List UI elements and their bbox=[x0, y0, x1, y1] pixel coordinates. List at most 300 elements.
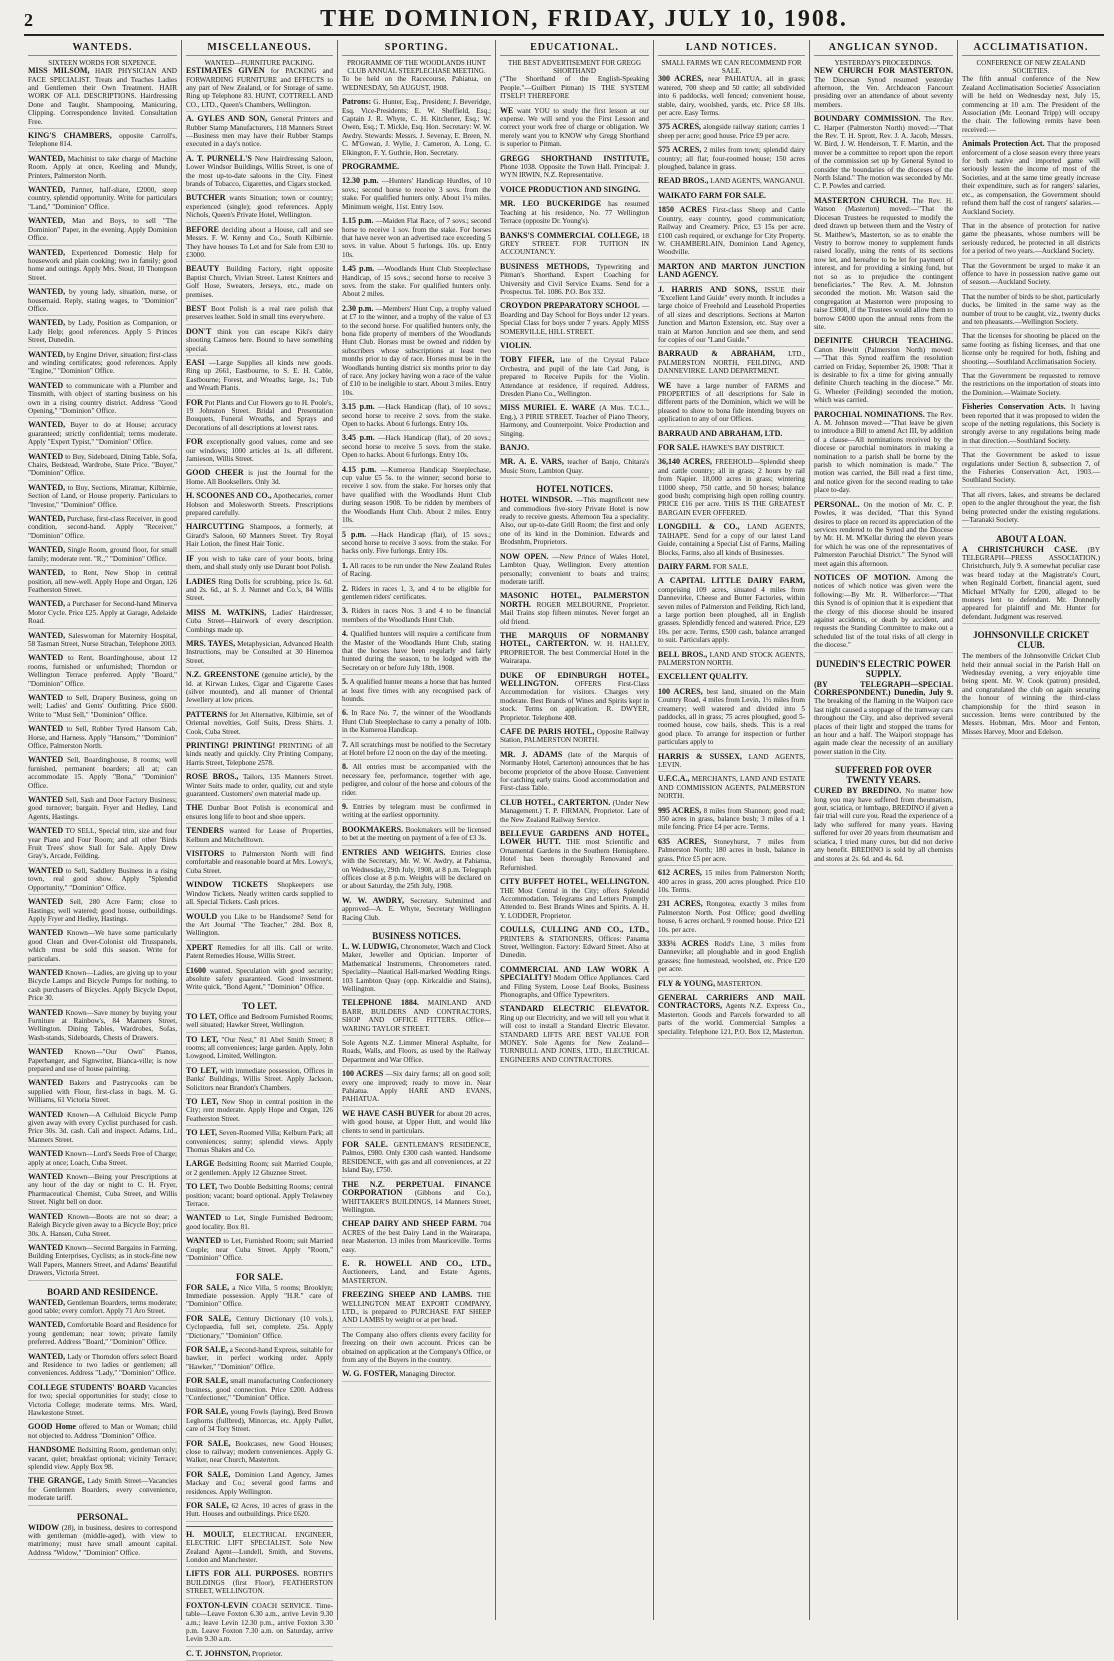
ad-lead: WANTED bbox=[28, 1242, 64, 1252]
column-intro: YESTERDAY'S PROCEEDINGS. bbox=[834, 59, 933, 67]
ad-lead: 575 ACRES, bbox=[658, 145, 702, 155]
ad-lead: WANTED bbox=[28, 897, 64, 907]
classified-ad bbox=[658, 123, 805, 143]
ad-lead: BEST bbox=[186, 303, 207, 313]
ad-text: Known—Boots are not so dear; a Raleigh Bicycle given away to a Bicycle Boy; price 30s. A. Hansen, Cuba Street. bbox=[28, 1212, 178, 1238]
ad-text: General Printers and Rubber Stamp Manufacturers, 118 Manners Street—Business men may have their Rubber Stamps executed in a day's notice. bbox=[186, 115, 334, 149]
ad-text: comprising 109 acres, situated 4 miles from Dannevirke, Cheese and Butter Factories, within seven miles of Palmerston and Feilding. Rich land, a large portion been ploughed, all in English grasses. Splendidly fenced and watered. Price, £29 10s. per acre. Terms, £500 cash, balance arranged to suit. Particulars apply. bbox=[658, 585, 805, 645]
ad-lead: DAIRY FARM. bbox=[658, 561, 712, 571]
ad-lead: WANTED, bbox=[28, 349, 66, 359]
ad-lead: WANTED, bbox=[28, 247, 66, 257]
ad-lead: A CHRISTCHURCH CASE. bbox=[962, 544, 1078, 554]
classified-ad bbox=[658, 458, 805, 520]
ad-lead: A. T. PURNELL'S bbox=[186, 153, 252, 163]
ad-text: a Second-hand Express, suitable for hawker, in perfect working order. Apply "Hawker," "Dominion" Office. bbox=[186, 1345, 333, 1371]
ad-text: to Sell, Saddlery Business in a rising town, real good show. Apply "Splendid Opportunity," "Dominion" Office. bbox=[28, 866, 177, 892]
classified-ad bbox=[500, 200, 649, 228]
ad-text: MAINLAND AND BARR, BUILDERS AND CONTRACTORS, SHOP AND OFFICE FITTERS. Office—WARING TAYLOR STREET. bbox=[342, 999, 491, 1033]
divider bbox=[186, 1526, 333, 1527]
ad-lead: COMMERCIAL AND LAW WORK A SPECIALITY! bbox=[500, 964, 649, 983]
ad-text: a Nice Villa, 5 rooms; Brooklyn; Immediate possession. Apply "H.R." care of "Dominion" Office. bbox=[186, 1283, 333, 1309]
ad-text: alongside railway station; carries 1 sheep per acre; good house. Price £9 per acre. bbox=[658, 123, 805, 140]
ad-text: —New Prince of Wales Hotel, Lambton Quay, Wellington. Every attention personally; convenient to boats and trains; moderate tariff. bbox=[500, 552, 650, 586]
ad-text: Bedsitting Room; suit Married Couple, or 2 gentlemen. Apply 12 Ghuznee Street. bbox=[186, 1160, 333, 1177]
column-intro: PROGRAMME OF THE WOODLANDS HUNT CLUB ANNUAL STEEPLECHASE MEETING. bbox=[347, 59, 486, 76]
ad-lead: 1. bbox=[342, 560, 348, 570]
ad-lead: FOR SALE, bbox=[186, 1438, 231, 1448]
ad-lead: A CAPITAL LITTLE DAIRY FARM, bbox=[658, 576, 805, 586]
ad-text: Auctioneers, Land, and Estate Agents, MASTERTON. bbox=[342, 1268, 491, 1285]
ad-text: to Buy, Sideboard, Dining Table, Sofa, Chairs, Bedstead, Wardrobe, State Price. "Buyer," "Dominion" Office. bbox=[28, 452, 178, 478]
classified-ad bbox=[186, 827, 333, 847]
ad-text: —Hack Handicap (flat), of 10 sovs.; second horse to receive 2 sovs. from the stake. Open to hacks. About 6 furlongs. Entry 10s. bbox=[342, 403, 492, 429]
ad-text: for Jet Alternative, Kilbirnie, set of Oriental novelties, Golf Suits, Dress Shirts. J. Cook, Cuba Street. bbox=[186, 710, 333, 736]
classified-ad bbox=[342, 1070, 491, 1107]
column-intro: CONFERENCE OF NEW ZEALAND SOCIETIES. bbox=[976, 59, 1086, 76]
section-heading: FOR SALE. bbox=[235, 1271, 283, 1282]
ad-text: Known—Save money by buying your Furniture at Rainbow's, 84 Manners Street, Wellington. Dining Tables, Wardrobes, Sofas, Wash-stands, Sideboards, Chests of Drawers. bbox=[28, 1008, 178, 1042]
classified-ad bbox=[658, 980, 805, 991]
ad-lead: MISS M. WATKINS, bbox=[186, 607, 267, 617]
classified-ad bbox=[342, 1291, 491, 1328]
ad-lead: TO LET, bbox=[186, 1011, 217, 1021]
classified-ad bbox=[658, 940, 805, 977]
ad-lead: 375 ACRES, bbox=[658, 122, 702, 132]
ad-lead: 3. bbox=[342, 606, 348, 616]
classified-ad bbox=[962, 451, 1100, 488]
classified-ad bbox=[500, 553, 649, 590]
ad-text: All races to be run under the New Zealand Rules of Racing. bbox=[342, 561, 491, 579]
ad-text: to communicate with a Plumber and Tinsmith, with object of starting business on his own in a rising country district. Address "Good Opening," "Dominion" Office. bbox=[28, 381, 178, 416]
ad-lead: MARTON AND MARTON JUNCTION LAND AGENCY. bbox=[658, 261, 805, 280]
ad-list bbox=[962, 75, 1100, 527]
section-heading: BUSINESS NOTICES. bbox=[372, 930, 461, 941]
ad-list bbox=[500, 75, 649, 478]
ad-text: Phone 1038. Opposite the Town Hall. Principal: J. WYN IRWIN, N.Z. Representative. bbox=[500, 163, 649, 180]
classified-ad bbox=[28, 1009, 177, 1046]
classified-ad bbox=[186, 1602, 333, 1647]
ad-lead: NEW CHURCH FOR MASTERTON. bbox=[814, 66, 953, 76]
columns-container bbox=[24, 40, 1104, 1658]
ad-lead: FOR bbox=[186, 397, 203, 407]
classified-ad bbox=[658, 994, 805, 1039]
ad-text: Building Factory, right opposite Baptist Church, Vivian Street. Latest Knitters and Golf Hose, Sweaters, Jerseys, etc., made on premises. bbox=[186, 265, 333, 299]
ad-lead: VOICE PRODUCTION AND SINGING. bbox=[500, 184, 641, 194]
classified-ad bbox=[658, 177, 805, 188]
classified-ad bbox=[500, 302, 649, 339]
ad-lead: HAIRCUTTING bbox=[186, 522, 245, 532]
ad-lead: WANTED, bbox=[28, 568, 66, 578]
classified-ad bbox=[814, 115, 953, 194]
classified-ad bbox=[28, 1173, 177, 1210]
ad-lead: A. GYLES AND SON, bbox=[186, 114, 268, 124]
ad-text: Chronometer, Watch and Clock Maker, Jeweller and Optician. Importer of Mathematical Instruments, Chronometers rated. Speciality—Nautical Hall-marked Wedding Rings. 103 Lambton Quay (opp. Kirkcaldie and Stains), Wellington. bbox=[342, 942, 491, 993]
classified-ad bbox=[186, 1408, 333, 1436]
classified-ad bbox=[962, 491, 1100, 528]
ad-lead: MISS MILSOM, bbox=[28, 66, 90, 76]
ad-text: On the motion of Mr. C. P. Powles, it was decided, "That this Synod desires to place on record its appreciation of the services rendered to the Synod and the Diocese by Mr. H. M. M'Kellar during the eleven years for which he was one of the representatives of Palmerston Parochial District." The Synod will meet again this afternoon. bbox=[814, 500, 953, 568]
ad-text: young Fowls (laying), Bred Brown Leghorns (fullbred), Minorcas, etc. Apply Pullet, care of 34 Tory Street. bbox=[186, 1408, 333, 1434]
ad-lead: LADIES bbox=[186, 576, 216, 586]
ad-text: That the Government be asked to issue regulations under Section 8, subsection 7, of the Fisheries Conservation Act, 1903.—Southland Society. bbox=[962, 451, 1100, 485]
classified-ad bbox=[28, 756, 177, 793]
ad-text: The Rev. C. Harper (Palmerston North) moved:—"That the Rev. T. H. Sprott, Rev. J. A. Jacob, Messrs. W. Bird, J. W. Henderson, T. F. Martin, and the mover be a committee to report upon the report of the commission set up by General Synod to consider the boundaries of the dioceses of the North Island." The motion was seconded by Mr. C. P. Powles and carried. bbox=[814, 115, 954, 191]
classified-ad bbox=[500, 107, 649, 152]
ad-lead: Animals Protection Act. bbox=[962, 139, 1045, 149]
ad-text: ELECTRICAL ENGINEER, ELECTRIC LIFT SPECIALIST. Sole New Zealand Agent—Lundell, Smith, and Stevens, London and Manchester. bbox=[186, 1530, 333, 1565]
section-heading: JOHNSONVILLE CRICKET CLUB. bbox=[973, 630, 1089, 651]
classified-ad bbox=[342, 1260, 491, 1288]
classified-ad bbox=[342, 826, 491, 846]
ad-lead: WANTED bbox=[28, 795, 64, 805]
classified-ad bbox=[658, 563, 805, 574]
column-educational bbox=[496, 40, 654, 1620]
ad-text: First-class Sheep and Cattle Country, easy country, good communication; Railway and Creamery. Price, £3 15s per acre. £100 cash required, or exchange for City Property. W. CHAMBERLAIN, Dominion Land Agency, Woodville. bbox=[658, 206, 805, 257]
ad-text: The Rev. A. M. Johnson moved:—"That leave be given to introduce a Bill to amend Act III, by addition of a clause—All nominations received by the diocese or parochial nominators in making a nomination to a parish shall be borne by the parish to which nomination is made." The motion was carried, the Bill read a first time, and notice given for the second reading to take place to-day. bbox=[814, 410, 953, 495]
classified-ad bbox=[28, 600, 177, 628]
ad-text: Single Room, ground floor, for small family; moderate rent. "R.," "Dominion" Office. bbox=[28, 546, 177, 563]
classified-ad bbox=[186, 773, 333, 801]
ad-lead: 1.45 p.m. bbox=[342, 264, 375, 274]
column-anglican-synod bbox=[810, 40, 958, 1620]
ad-lead: 1.15 p.m. bbox=[342, 216, 374, 226]
ad-text: LAND AGENTS, TAIHAPE. Send for a copy of our latest Land Guide, containing a Special List of Farms, Mailing Blocks, Farms, also all kinds of Businesses. bbox=[658, 523, 806, 557]
classified-ad bbox=[500, 966, 649, 1003]
ad-lead: LIFTS FOR ALL PURPOSES. bbox=[186, 1569, 299, 1579]
ad-text: —Maiden Flat Race, of 7 sovs.; second horse to receive 1 sov. from the stake. For horses that have never won an advertised race exceeding 5 sovs. in value. About 5 furlongs. 10s. up. Entry 10s. bbox=[342, 217, 491, 259]
ad-text: All scratchings must be notified to the Secretary at Hotel before 12 noon on the day of the meeting. bbox=[342, 740, 491, 758]
ad-lead: TO LET, bbox=[186, 1182, 218, 1192]
ad-lead: WANTED bbox=[28, 380, 64, 390]
classified-ad bbox=[500, 926, 649, 963]
classified-ad bbox=[500, 404, 649, 441]
classified-ad bbox=[186, 671, 333, 708]
classified-ad bbox=[342, 403, 491, 431]
ad-lead: WANTED, bbox=[28, 514, 66, 524]
classified-ad bbox=[962, 75, 1100, 137]
ad-lead: TO LET, bbox=[186, 1065, 218, 1075]
ad-lead: U.F.C.A., bbox=[658, 774, 690, 784]
ad-lead: XPERT bbox=[186, 942, 213, 952]
ad-text: (late of the Marquis of Normanby Hotel, Carterton) announces that he has become proprietor of the above House. Convenient for catching early trains. Good accommodation and First-class Table. bbox=[500, 750, 650, 793]
ad-lead: BEFORE bbox=[186, 224, 219, 234]
ad-lead: FOR bbox=[186, 437, 203, 447]
ad-lead: £1600 bbox=[186, 965, 206, 975]
ad-lead: FOR SALE, bbox=[186, 1282, 230, 1292]
ad-text: FOR SALE. bbox=[712, 562, 749, 571]
ad-lead: WE bbox=[658, 380, 672, 390]
classified-ad bbox=[186, 1013, 333, 1033]
classified-ad bbox=[186, 850, 333, 878]
ad-text: GENTLEMAN'S RESIDENCE, Palmos, £980. Only £300 cash wanted. Handsome RESIDENCE, with gas and all conveniences, at 22 Island Bay, £750. bbox=[342, 1141, 491, 1175]
classified-ad bbox=[28, 725, 177, 753]
ad-text: (BY TELEGRAPH—PRESS ASSOCIATION.) Christchurch, July 9. A somewhat peculiar case was heard today at the Magistrate's Court, when Reginald Corbett, financial agent, sued Michael M'Nally for £200, alleged to be moneys lent to defendant. Mr. Donnelly appeared for plaintiff and Mr. Hunter for defendant. Judgment was reserved. bbox=[962, 545, 1101, 621]
ad-lead: NOTICES OF MOTION. bbox=[814, 572, 911, 582]
ad-text: Saleswoman for Maternity Hospital, 58 Tasman Street, Nurse Strachan, Telephone 2003. bbox=[28, 631, 177, 648]
classified-ad bbox=[28, 382, 177, 419]
ad-lead: EXCELLENT QUALITY. bbox=[658, 672, 748, 682]
ad-lead: WANTED bbox=[28, 865, 64, 875]
classified-ad bbox=[500, 799, 649, 827]
ad-list bbox=[962, 546, 1100, 625]
ad-text: THE most Scientific and Ornamental Gardens in the Southern Hemisphere. Hotel has been thoroughly Renovated and Refurnished. bbox=[500, 838, 650, 872]
classified-ad bbox=[186, 328, 333, 356]
classified-ad bbox=[500, 751, 649, 796]
ad-text: by young lady, situation, nurse, or housemaid. Reply, stating wages, to "Dominion" Office. bbox=[28, 288, 178, 313]
ad-lead: BARRAUD AND ABRAHAM, LTD. bbox=[658, 428, 783, 438]
ad-text: MASTERTON. bbox=[716, 979, 763, 988]
classified-ad bbox=[28, 569, 177, 597]
ad-lead: MR. J. ADAMS bbox=[500, 749, 563, 759]
ad-text: The breaking of the flaming in the Waipori race last night caused a stoppage of the tramway cars throughout the City, and also deprived several places of their light and stopped the trams for an hour and a half. The Waipori stoppage has again made clear the necessity of an auxiliary power station in the City. bbox=[814, 697, 953, 756]
ad-lead: WANTED bbox=[28, 1109, 64, 1119]
ad-text: Man and Boys, to sell "The Dominion" Paper, in the evening. Apply Dominion Office. bbox=[28, 217, 178, 243]
classified-ad bbox=[962, 403, 1100, 448]
ad-text: That the proposed enforcement of a close season every three years for both native and imported game will seriously lessen the income of most of the Societies, and at the same time greatly increase their expenditure, such as for rangers' salaries, etc., as compensation, the Government should refund them half the cost of rangers' salaries.—Auckland Society. bbox=[962, 140, 1100, 216]
classified-ad bbox=[28, 249, 177, 286]
ad-lead: 8. bbox=[342, 762, 348, 772]
ad-text: to Palmerston North will find comfortable and reasonable board at Mrs. Lowry's, Cuba Street. bbox=[186, 850, 333, 875]
ad-lead: WANTED, bbox=[28, 630, 66, 640]
classified-ad bbox=[28, 1524, 177, 1561]
classified-ad bbox=[658, 430, 805, 441]
ad-text: ROGER MELBOURNE, Proprietor. Mail Trains stop fifteen minutes. Never forget an old friend. bbox=[500, 600, 650, 626]
ad-text: near PAHIATUA, all in grass; watered, 700 sheep and 50 cattle; all subdivided into 6 paddocks, well fenced; convenient house, stable, dairy, woolshed, yards, etc. Price £8 10s. per acre. Easy Terms. bbox=[658, 75, 806, 118]
ad-text: Two Double Bedsitting Rooms; central position; vacant; board optional. Apply Trelawney Terrace. bbox=[186, 1183, 334, 1209]
ad-text: The Company also offers clients every facility for freezing on their own account. Prices can be obtained on application at the Company's Office, or from any of the Buyers in the country. bbox=[342, 1330, 491, 1364]
classified-ad bbox=[28, 421, 177, 449]
classified-ad bbox=[186, 967, 333, 995]
classified-ad bbox=[28, 1321, 177, 1349]
classified-ad bbox=[28, 515, 177, 543]
ad-text: Tailors, 135 Manners Street. Winter Suits made to order, quality, cut and style guaranteed. Customers' own material made up. bbox=[186, 773, 333, 799]
ad-lead: ENTRIES AND WEIGHTS. bbox=[342, 847, 446, 857]
classified-ad bbox=[186, 399, 333, 436]
ad-text: Stoneyhurst, 7 miles from Palmerston North; 180 acres in bush, balance in grass. Price £5 per acre. bbox=[658, 837, 805, 863]
classified-ad bbox=[186, 1346, 333, 1374]
ad-text: ("The Shorthand of the English-Speaking People."—Guilbert Pitman) IS THE SYSTEM ITSELF! THEREFORE bbox=[500, 75, 649, 101]
classified-ad bbox=[186, 305, 333, 325]
ad-text: Riders in races Nos. 3 and 4 to be financial members of the Woodlands Hunt Club. bbox=[342, 607, 492, 624]
ad-lead: GENERAL CARRIERS AND MAIL CONTRACTORS, bbox=[658, 992, 805, 1011]
ad-lead: FOR SALE. bbox=[658, 443, 700, 453]
ad-lead: 333¾ ACRES bbox=[658, 938, 709, 948]
ad-text: The Rev. H. Watson (Masterton) moved:—"That the Diocesan Trustees be requested to modify the deed drawn up between them and the Vestry of St. Matthew's, Masterton, so as to enable the Vestry to borrow money to supplement funds raised locally, using the rents of its sections now let, and hereafter to be let for payment of interest, and for providing a sinking fund, but not so as to prejudice the contingent beneficiaries." The Rev. A. M. Johnston seconded the motion. Mr. Watson said the congregation at Masterton were proposing to raise £3000, if the Trustees would allow them to borrow £4000 upon the annual rents from the site. bbox=[814, 196, 953, 331]
ad-lead: MASTERTON CHURCH. bbox=[814, 195, 908, 205]
classified-ad bbox=[28, 969, 177, 1006]
ad-lead: WOULD bbox=[186, 911, 218, 921]
classified-ad bbox=[28, 796, 177, 824]
classified-ad bbox=[186, 265, 333, 302]
ad-lead: 7. bbox=[342, 739, 348, 749]
ad-list bbox=[500, 496, 649, 1067]
classified-ad bbox=[342, 75, 491, 95]
classified-ad bbox=[28, 453, 177, 481]
ad-lead: 3.15 p.m. bbox=[342, 402, 375, 412]
ad-text: Bookcases, new Good Houses; close to railway; modern conveniences. Apply G. Walker, near Church, Masterton. bbox=[186, 1439, 333, 1465]
ad-lead: WANTED, bbox=[28, 318, 66, 328]
classified-ad bbox=[186, 1284, 333, 1312]
classified-ad bbox=[28, 1299, 177, 1319]
classified-ad bbox=[500, 263, 649, 300]
ad-lead: WANTED, bbox=[28, 287, 66, 297]
classified-ad bbox=[186, 555, 333, 575]
classified-ad bbox=[28, 1111, 177, 1148]
ad-lead: Fisheries Conservation Acts. bbox=[962, 402, 1066, 412]
section-heading: HOTEL NOTICES. bbox=[536, 484, 613, 495]
classified-ad bbox=[962, 546, 1100, 625]
section-heading: SUFFERED FOR OVER TWENTY YEARS. bbox=[834, 765, 932, 786]
ad-lead: Patrons: bbox=[342, 97, 372, 107]
classified-ad bbox=[342, 265, 491, 302]
page-number: 2 bbox=[24, 10, 33, 30]
classified-ad bbox=[342, 943, 491, 996]
ad-text: —Woodlands Hunt Club Steeplechase Handicap, of 15 sovs.; second horse to receive 3 sovs. from the stake. For qualified hunters only. About 2 miles. bbox=[342, 265, 491, 299]
column-wanteds bbox=[24, 40, 182, 1620]
classified-ad bbox=[186, 609, 333, 637]
ad-text: Experienced Domestic Help for housework and plain cooking; two in family; good home and outings. Apply Mrs. Stout, 10 Thompson Street. bbox=[28, 248, 177, 282]
ad-text: —Large Supplies all kinds new goods. Ring up 2661, Eastbourne, to S. E. H. Cable, Eastbourne; Forest, and Wreaths; large, 1s.; Tub and Wreath Plants. bbox=[186, 358, 334, 393]
ad-lead: WANTED bbox=[186, 1236, 222, 1246]
classified-ad bbox=[342, 177, 491, 214]
column-miscellaneous bbox=[182, 40, 338, 1658]
ad-lead: PERSONAL. bbox=[814, 499, 860, 509]
ad-text: Known—Lord's Seeds Free of Charge; apply at once; Loach, Cuba Street. bbox=[28, 1150, 178, 1167]
ad-lead: TO LET, bbox=[186, 1128, 218, 1138]
column-heading: EDUCATIONAL. bbox=[500, 42, 649, 56]
classified-ad bbox=[28, 1150, 177, 1170]
section-heading: BOARD AND RESIDENCE. bbox=[47, 1286, 158, 1297]
classified-ad bbox=[814, 787, 953, 866]
ad-text: (genuine article), by the ld. at Kirwan Lukes, Cigar and Cigarette Cases (silver mounted), and all manner of Oriental Jewellery at low prices. bbox=[186, 671, 334, 705]
ad-lead: WANTED bbox=[28, 1149, 64, 1159]
ad-lead: WANTED, bbox=[28, 185, 66, 195]
ad-text: OFFERS First-Class Accommodation for visitors. Charges very moderate. Best Brands of Wines and Spirits kept in stock. Terms on application. R. DWYER, Proprietor. Telephone 408. bbox=[500, 679, 649, 722]
classified-ad bbox=[28, 898, 177, 926]
ad-lead: BANJO. bbox=[500, 443, 530, 453]
ad-lead: PATTERNS bbox=[186, 709, 228, 719]
ad-lead: 4.15 p.m. bbox=[342, 464, 377, 474]
classified-ad bbox=[186, 1531, 333, 1568]
classified-ad bbox=[186, 1098, 333, 1126]
ad-lead: WANTED bbox=[186, 1213, 222, 1223]
classified-ad bbox=[186, 194, 333, 222]
ad-text: Boot Polish is a real rare polish that preserves leather. Sold in small tins everywhere. bbox=[186, 304, 334, 322]
ad-text: Sell, 280 Acre Farm; close to Hastings; well watered; good house, outbuildings. Apply Fryer and Hedley, Hastings. bbox=[28, 898, 178, 923]
ad-text: has resumed Teaching at his residence, No. 77 Wellington Terrace (opposite Dr. Young's). bbox=[500, 200, 649, 226]
ad-lead: 5 p.m. bbox=[342, 529, 367, 539]
classified-ad bbox=[342, 1331, 491, 1368]
classified-ad bbox=[500, 155, 649, 183]
classified-ad bbox=[658, 807, 805, 835]
ad-lead: BANKS'S COMMERCIAL COLLEGE, bbox=[500, 230, 640, 240]
classified-ad bbox=[500, 830, 649, 875]
ad-text: Lady or Thorndon offers select Board and Residence to two ladies or gentlemen; all conveniences. Address "Lady," "Dominion" Office. bbox=[28, 1352, 178, 1378]
classified-ad bbox=[342, 531, 491, 559]
ad-lead: IF bbox=[186, 553, 194, 563]
ad-lead: BUTCHER bbox=[186, 193, 226, 203]
ad-lead: 635 ACRES, bbox=[658, 836, 707, 846]
classified-ad bbox=[186, 1214, 333, 1234]
ad-lead: CITY BUFFET HOTEL, WELLINGTON. bbox=[500, 877, 649, 887]
classified-ad bbox=[186, 1129, 333, 1157]
ad-text: 15 miles from Palmerston North; 400 acres in grass, 200 acres ploughed. Price £10 10s. Terms. bbox=[658, 869, 805, 894]
ad-text: The Diocesan Synod resumed yesterday afternoon, the Ven. Archdeacon Fancourt presiding over an attendance of about seventy members. bbox=[814, 75, 953, 109]
classified-ad bbox=[342, 163, 491, 174]
ad-text: Known—Being your Prescriptions at any hour of the day or night to C. H. Fryer, Pharmaceutical Chemist, Cuba Street, and Willis Street. Night bell on door. bbox=[28, 1173, 178, 1207]
ad-lead: BOOKMAKERS. bbox=[342, 824, 404, 834]
classified-ad bbox=[500, 232, 649, 260]
ad-lead: WANTED bbox=[28, 451, 64, 461]
classified-ad bbox=[186, 578, 333, 606]
classified-ad bbox=[342, 1370, 491, 1381]
ad-text: is just the Journal for the Home. All Booksellers. Only 3d. bbox=[186, 469, 333, 486]
ad-text: with immediate possession, Offices in Banks' Buildings, Willis Street. Apply Jackson, Solicitors near Brandon's Chambers. bbox=[186, 1066, 334, 1092]
ad-lead: VISITORS bbox=[186, 849, 225, 859]
ad-text: (Under New Management.) T. P. FIRMAN, Proprietor. Late of the New Zealand Railway Service. bbox=[500, 798, 649, 824]
classified-ad bbox=[814, 411, 953, 498]
ad-lead: HANDSOME bbox=[28, 1445, 76, 1455]
classified-ad bbox=[28, 1244, 177, 1281]
ad-text: teacher of Banjo, Chitara's Music Store, Lambton Quay. bbox=[500, 458, 649, 475]
ad-text: to Sell, Drapery Business, going on well; Ladies' and Gents' Outfitting. Price £600. Write to "Must Sell," "Dominion" Office. bbox=[28, 693, 178, 719]
ad-text: COACH SERVICE. Time-table—Leave Foxton 6.30 a.m., arrive Levin 9.30 a.m.; leave Levin 12.30 p.m., arrive Foxton 3.30 p.m. Leave Foxton 7.30 a.m. on Saturday, arrive Levin 9.30 a.m. bbox=[186, 1601, 333, 1644]
ad-lead: WANTED bbox=[28, 1047, 64, 1057]
column-heading: ACCLIMATISATION. bbox=[962, 42, 1100, 56]
ad-lead: W. W. AWDRY, bbox=[342, 895, 404, 905]
ad-list bbox=[814, 681, 953, 760]
ad-text: Apothecaries, corner Hobson and Molesworth Streets. Prescriptions prepared carefully. bbox=[186, 492, 333, 518]
ad-lead: WANTED bbox=[28, 1211, 64, 1221]
ad-lead: DUKE OF EDINBURGH HOTEL, WELLINGTON. bbox=[500, 670, 649, 688]
masthead bbox=[24, 6, 1104, 36]
ad-lead: 2.30 p.m. bbox=[342, 303, 374, 313]
ad-lead: L. W. LUDWIG, bbox=[342, 941, 399, 951]
classified-ad bbox=[658, 753, 805, 773]
ad-list bbox=[28, 67, 177, 1280]
ad-text: by Lady, Position as Companion, or Lady Help; good references. Apply 5 Princes Street, Dunedin. bbox=[28, 319, 177, 345]
newspaper-title: THE DOMINION, FRIDAY, JULY 10, 1908. bbox=[320, 6, 848, 32]
classified-ad bbox=[500, 186, 649, 197]
ad-text: Canon Hewitt (Palmerston North) moved:—"That this Synod reaffirm the resolution carried on Friday, September 26, 1908: 'That it is desirable to fix a time for giving annually definite Church teaching in the diocese.'" Mr. G. Wheeler (Feilding) seconded the motion, which was carried. bbox=[814, 345, 953, 405]
classified-ad bbox=[658, 382, 805, 427]
classified-ad bbox=[186, 492, 333, 520]
ad-text: Gentleman Boarders, terms moderate; good table; every comfort. Apply 71 Aro Street. bbox=[28, 1298, 178, 1315]
column-land-notices bbox=[654, 40, 810, 1620]
ad-lead: GREGG SHORTHAND INSTITUTE, bbox=[500, 153, 649, 163]
classified-ad bbox=[658, 146, 805, 174]
ad-lead: HOTEL WINDSOR. bbox=[500, 495, 573, 505]
ad-lead: THE bbox=[186, 803, 203, 813]
classified-ad bbox=[962, 332, 1100, 369]
classified-ad bbox=[500, 672, 649, 725]
classified-ad bbox=[658, 263, 805, 283]
ad-text: Typewriting and Pitman's Shorthand. Expert Coaching for University and Civil Service Exams. Send for a Prospectus. Tel. 1086. P.O. Box 332. bbox=[500, 262, 649, 296]
ad-text: Pot Plants and Cut Flowers go to H. Poole's, 19 Johnston Street. Bridal and Presentation Bouquets, Funeral Wreaths, and Sprays and Decorations of all descriptions at lowest rates. bbox=[186, 398, 334, 432]
ad-text: Among the notices of which notice was given were the following:—By Mr. R. Wilberforce:—"That this Synod is of opinion that it is expedient that the clergy of this diocese should be insured against accidents, or death by accident, and requests the Standing Committee to make out a scheduled list of the total risks of all clergy in the diocese." bbox=[814, 573, 954, 650]
classified-ad bbox=[342, 305, 491, 400]
classified-ad bbox=[342, 1181, 491, 1218]
classified-ad bbox=[186, 742, 333, 770]
classified-ad bbox=[658, 206, 805, 259]
ad-lead: WANTED, bbox=[28, 545, 66, 555]
ad-text: That the number of birds to be shot, particularly ducks, be limited in the same way as the number of trout to be caught, viz., twenty ducks and ten pheasants.—Wellington Society. bbox=[962, 292, 1100, 326]
ad-lead: WANTED bbox=[28, 653, 64, 663]
classified-ad bbox=[186, 1315, 333, 1343]
classified-ad bbox=[658, 688, 805, 750]
ad-lead: FOXTON-LEVIN bbox=[186, 1600, 249, 1610]
ad-text: Known—Ladies, are giving up to your Bicycle Lamps and Bicycle Pumps for nothing, to cash purchasers of Bicycles. Apply Bicycle Depot, Price 30. bbox=[28, 968, 178, 1003]
